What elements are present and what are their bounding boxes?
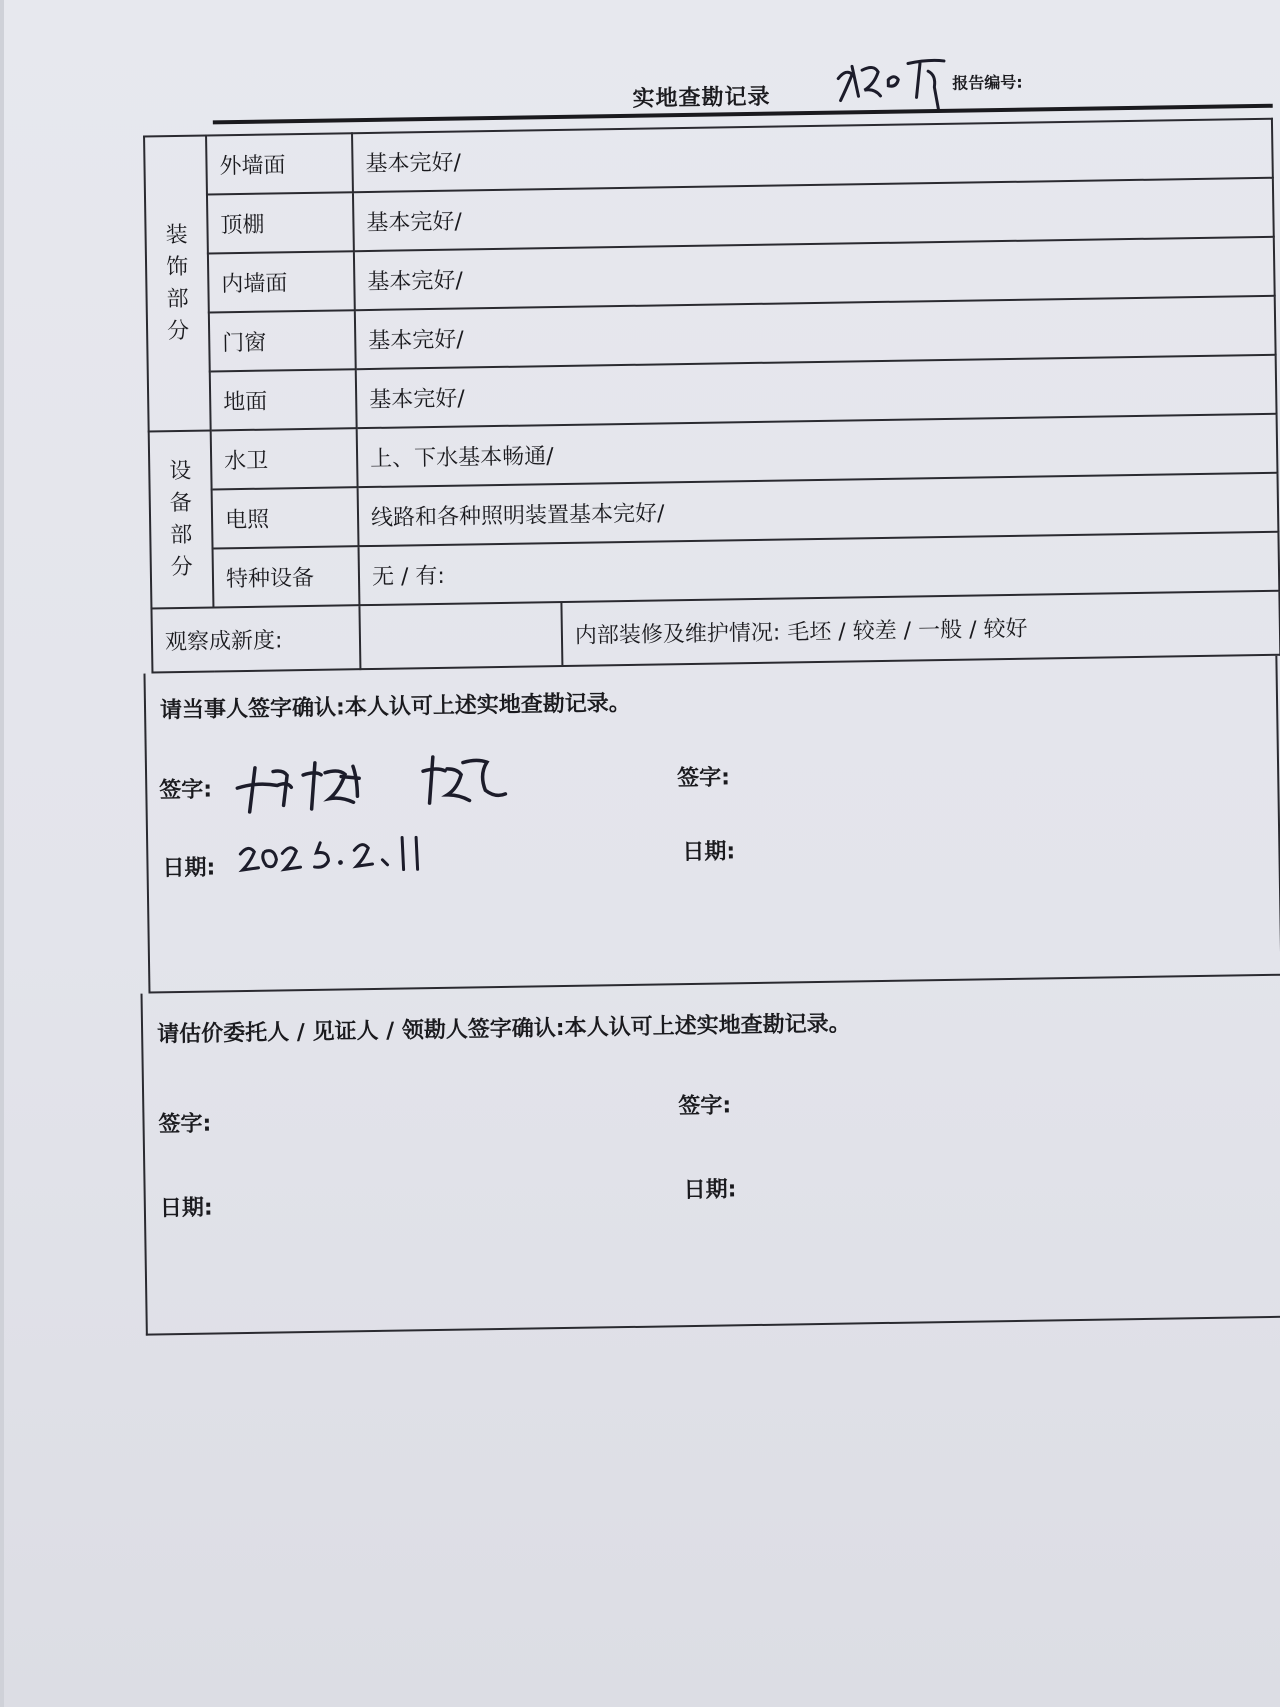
- row-item-label: 内墙面: [208, 251, 355, 312]
- row-item-label: 水卫: [211, 428, 358, 489]
- row-value: 基本完好/: [354, 237, 1275, 310]
- row-item-label: 特种设备: [213, 546, 360, 607]
- paper-sheet: [4, 0, 1280, 1707]
- party-confirmation-heading: 请当事人签字确认:本人认可上述实地查勘记录。: [159, 690, 632, 724]
- equipment-group-label: 设备部分: [149, 430, 214, 608]
- client-date-label-right: 日期:: [683, 1177, 737, 1204]
- survey-record-form: [112, 52, 1280, 1336]
- row-item-label: 顶棚: [207, 192, 354, 253]
- party-date-label-right: 日期:: [682, 839, 736, 866]
- survey-table: [143, 118, 1280, 674]
- row-value: 上、下水基本畅通/: [357, 414, 1278, 487]
- client-sign-label-right: 签字:: [678, 1093, 732, 1120]
- party-confirmation-section: [143, 656, 1280, 994]
- client-confirmation-heading: 请估价委托人 / 见证人 / 领勘人签字确认:本人认可上述实地查勘记录。: [156, 1011, 851, 1048]
- party-sign-label-left: 签字:: [159, 777, 213, 804]
- row-value: 基本完好/: [355, 296, 1276, 369]
- row-value: 基本完好/: [353, 178, 1274, 251]
- client-date-label-left: 日期:: [159, 1195, 213, 1222]
- decoration-group-label: 装饰部分: [144, 136, 211, 432]
- party-handwritten-date: [236, 829, 437, 886]
- party-sign-label-right: 签字:: [677, 765, 731, 792]
- interior-condition-text: 内部装修及维护情况: 毛坯 / 较差 / 一般 / 较好: [574, 616, 1028, 649]
- party-handwritten-signature: [233, 746, 524, 825]
- row-value: 无 / 有:: [359, 532, 1280, 605]
- row-item-label: 外墙面: [206, 133, 353, 194]
- row-value: 线路和各种照明装置基本完好/: [358, 473, 1279, 546]
- row-value: 基本完好/: [356, 355, 1277, 428]
- client-confirmation-section: [141, 976, 1280, 1336]
- report-number-label: 报告编号:: [952, 72, 1023, 93]
- form-title: 实地查勘记录: [632, 84, 771, 112]
- party-date-label-left: 日期:: [162, 855, 216, 882]
- row-item-label: 门窗: [209, 310, 356, 371]
- newness-label: 观察成新度:: [151, 605, 360, 672]
- client-sign-label-left: 签字:: [158, 1111, 212, 1138]
- row-item-label: 电照: [212, 487, 359, 548]
- row-value: 基本完好/: [352, 119, 1273, 192]
- row-item-label: 地面: [210, 369, 357, 430]
